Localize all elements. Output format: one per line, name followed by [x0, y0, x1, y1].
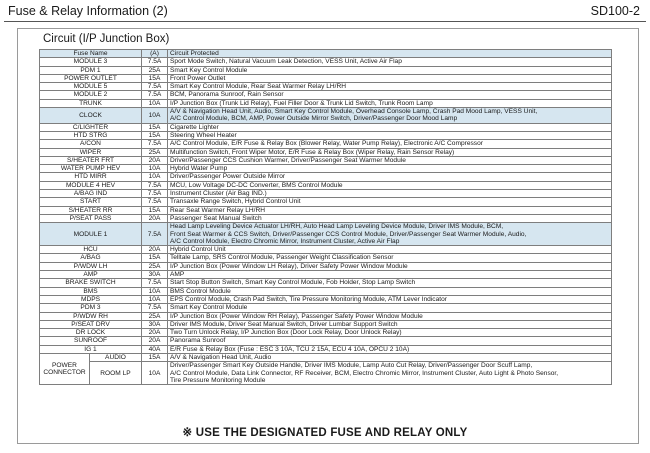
circuit-protected-cell: [168, 223, 612, 246]
amperage-cell: 20A: [142, 156, 168, 164]
circuit-protected-cell: [168, 156, 612, 164]
circuit-line: Panorama Sunroof: [170, 337, 226, 345]
circuit-protected-cell: [168, 99, 612, 107]
fuse-name-cell: P/SEAT PASS: [40, 214, 142, 222]
amperage-cell: 7.5A: [142, 223, 168, 246]
circuit-line: Head Lamp Leveling Device Actuator LH/RH, Auto Head Lamp Leveling Device Module, Driver IMS Module, BCM,: [170, 223, 504, 231]
circuit-line: Instrument Cluster (Air Bag IND.): [170, 190, 267, 198]
amperage-cell: 20A: [142, 337, 168, 345]
circuit-protected-cell: [168, 262, 612, 270]
circuit-line: Two Turn Unlock Relay, I/P Junction Box (Door Lock Relay, Door Unlock Relay): [170, 329, 402, 337]
amperage-cell: 25A: [142, 262, 168, 270]
table-header-row: [40, 50, 612, 58]
amperage-cell: 20A: [142, 329, 168, 337]
circuit-protected-cell: [168, 206, 612, 214]
circuit-line: AMP: [170, 271, 185, 279]
sub-fuse-name-cell: AUDIO: [90, 353, 142, 361]
circuit-protected-cell: [168, 362, 612, 385]
circuit-line: Smart Key Control Module: [170, 304, 248, 312]
table-row: [40, 190, 612, 198]
fuse-name-cell: TRUNK: [40, 99, 142, 107]
table-row: [40, 320, 612, 328]
fuse-name-cell: HTD MIRR: [40, 173, 142, 181]
amperage-cell: 10A: [142, 99, 168, 107]
table-row: [40, 123, 612, 131]
fuse-name-cell: AMP: [40, 271, 142, 279]
table-body: [40, 58, 612, 385]
fuse-name-cell: BRAKE SWITCH: [40, 279, 142, 287]
circuit-protected-cell: [168, 165, 612, 173]
circuit-line: Driver IMS Module, Driver Seat Manual Switch, Driver Lumbar Support Switch: [170, 320, 398, 328]
fuse-name-cell: MODULE 5: [40, 83, 142, 91]
section-title: Circuit (I/P Junction Box): [43, 33, 170, 45]
circuit-protected-cell: [168, 83, 612, 91]
circuit-protected-cell: [168, 353, 612, 361]
circuit-line: Tire Pressure Monitoring Module: [170, 376, 266, 384]
table-row: [40, 74, 612, 82]
circuit-line: A/C Control Module, Data Link Connector, RF Receiver, BCM, Electro Chromic Mirror, Instrument Cluster, Auto Light & Photo Sensor,: [170, 369, 559, 377]
amperage-cell: 10A: [142, 287, 168, 295]
table-row: [40, 362, 612, 385]
circuit-line: Rear Seat Warmer Relay LH/RH: [170, 206, 266, 214]
fuse-name-cell: DR LOCK: [40, 329, 142, 337]
table-row: [40, 295, 612, 303]
fuse-name-cell: SUNROOF: [40, 337, 142, 345]
page-code: SD100-2: [590, 4, 640, 18]
fuse-name-cell: WATER PUMP HEV: [40, 165, 142, 173]
amperage-cell: 30A: [142, 271, 168, 279]
amperage-cell: 25A: [142, 66, 168, 74]
table-row: [40, 304, 612, 312]
circuit-protected-cell: [168, 190, 612, 198]
circuit-protected-cell: [168, 58, 612, 66]
table-row: [40, 271, 612, 279]
table-row: [40, 165, 612, 173]
table-row: [40, 312, 612, 320]
circuit-line: A/C Control Module, BCM, AMP, Power Outside Mirror Switch, Driver/Passenger Door Mood Lamp: [170, 115, 458, 123]
circuit-protected-cell: [168, 181, 612, 189]
table-row: [40, 140, 612, 148]
table-row: [40, 279, 612, 287]
table-row: [40, 353, 612, 361]
circuit-protected-cell: [168, 271, 612, 279]
fuse-name-cell: A/BAG: [40, 254, 142, 262]
fuse-name-cell: P/WDW LH: [40, 262, 142, 270]
fuse-name-cell: S/HEATER RR: [40, 206, 142, 214]
circuit-line: Smart Key Control Module: [170, 66, 248, 74]
circuit-line: MCU, Low Voltage DC-DC Converter, BMS Control Module: [170, 181, 343, 189]
circuit-protected-cell: [168, 91, 612, 99]
fuse-name-cell: HTD STRG: [40, 131, 142, 139]
fuse-name-cell: PDM 3: [40, 304, 142, 312]
amperage-cell: 30A: [142, 320, 168, 328]
circuit-protected-cell: [168, 254, 612, 262]
amperage-cell: 25A: [142, 312, 168, 320]
fuse-name-cell: C/LIGHTER: [40, 123, 142, 131]
circuit-protected-cell: [168, 74, 612, 82]
table-row: [40, 262, 612, 270]
circuit-protected-cell: [168, 108, 612, 124]
amperage-cell: 10A: [142, 108, 168, 124]
fuse-name-cell: MDPS: [40, 295, 142, 303]
table-row: [40, 254, 612, 262]
circuit-line: Smart Key Control Module, Rear Seat Warmer Relay LH/RH: [170, 83, 347, 91]
circuit-line: Multifunction Switch, Front Wiper Motor, E/R Fuse & Relay Box (Wiper Relay, Rain Sensor Relay): [170, 148, 455, 156]
circuit-protected-cell: [168, 329, 612, 337]
amperage-cell: 15A: [142, 74, 168, 82]
table-row: [40, 173, 612, 181]
circuit-line: I/P Junction Box (Power Window LH Relay), Driver Safety Power Window Module: [170, 262, 408, 270]
fuse-name-cell: S/HEATER FRT: [40, 156, 142, 164]
circuit-protected-cell: [168, 173, 612, 181]
table-row: [40, 287, 612, 295]
circuit-line: A/C Control Module, E/R Fuse & Relay Box (Blower Relay, Water Pump Relay), Electronic A/C Compressor: [170, 140, 483, 148]
amperage-cell: 20A: [142, 246, 168, 254]
table-row: [40, 58, 612, 66]
circuit-protected-cell: [168, 295, 612, 303]
circuit-protected-cell: [168, 246, 612, 254]
circuit-line: Passenger Seat Manual Switch: [170, 214, 262, 222]
circuit-line: Steering Wheel Heater: [170, 131, 237, 139]
circuit-line: I/P Junction Box (Trunk Lid Relay), Fuel Filler Door & Trunk Lid Switch, Trunk Room Lamp: [170, 99, 433, 107]
circuit-protected-cell: [168, 312, 612, 320]
circuit-protected-cell: [168, 320, 612, 328]
circuit-protected-cell: [168, 337, 612, 345]
fuse-name-cell: MODULE 2: [40, 91, 142, 99]
table-row: [40, 198, 612, 206]
circuit-protected-cell: [168, 198, 612, 206]
fuse-name-cell: A/CON: [40, 140, 142, 148]
circuit-protected-cell: [168, 304, 612, 312]
amperage-cell: 15A: [142, 206, 168, 214]
circuit-line: Driver/Passenger CCS Cushion Warmer, Driver/Passenger Seat Warmer Module: [170, 156, 406, 164]
fuse-name-cell: IG 1: [40, 345, 142, 353]
fuse-name-cell: P/WDW RH: [40, 312, 142, 320]
column-header-amperage: (A): [142, 50, 168, 58]
circuit-line: I/P Junction Box (Power Window RH Relay), Passenger Safety Power Window Module: [170, 312, 423, 320]
amperage-cell: 10A: [142, 173, 168, 181]
circuit-line: A/V & Navigation Head Unit, Audio: [170, 353, 272, 361]
circuit-protected-cell: [168, 148, 612, 156]
amperage-cell: 10A: [142, 165, 168, 173]
circuit-line: Sport Mode Switch, Natural Vacuum Leak Detection, VESS Unit, Active Air Flap: [170, 58, 402, 66]
notice-banner: ※ USE THE DESIGNATED FUSE AND RELAY ONLY: [182, 427, 468, 439]
fuse-name-cell: MODULE 1: [40, 223, 142, 246]
amperage-cell: 7.5A: [142, 140, 168, 148]
circuit-line: Driver/Passenger Smart Key Outside Handle, Driver IMS Module, Lamp Auto Cut Relay, Driver/Passenger Door Scuff Lamp,: [170, 362, 533, 370]
table-row: [40, 214, 612, 222]
fuse-name-cell: POWER OUTLET: [40, 74, 142, 82]
sub-fuse-name-cell: ROOM LP: [90, 362, 142, 385]
table-row: [40, 156, 612, 164]
fuse-name-cell: A/BAG IND: [40, 190, 142, 198]
fuse-table: [39, 49, 612, 385]
table-row: [40, 206, 612, 214]
amperage-cell: 7.5A: [142, 181, 168, 189]
circuit-line: E/R Fuse & Relay Box (Fuse : ESC 3 10A, TCU 2 15A, ECU 4 10A, OPCU 2 10A): [170, 345, 410, 353]
fuse-name-cell: WIPER: [40, 148, 142, 156]
header-divider: [4, 21, 646, 22]
table-row: [40, 66, 612, 74]
circuit-line: A/V & Navigation Head Unit, Audio, Smart Key Control Module, Overhead Console Lamp, Crash Pad Mood Lamp, VESS Unit,: [170, 108, 538, 116]
table-row: [40, 329, 612, 337]
fuse-name-cell: START: [40, 198, 142, 206]
circuit-line: Front Power Outlet: [170, 74, 226, 82]
amperage-cell: 20A: [142, 214, 168, 222]
circuit-line: Telltale Lamp, SRS Control Module, Passenger Weight Classification Sensor: [170, 254, 394, 262]
circuit-line: Transaxle Range Switch, Hybrid Control Unit: [170, 198, 301, 206]
circuit-line: Hybrid Water Pump: [170, 165, 228, 173]
table-row: [40, 131, 612, 139]
fuse-name-cell: P/SEAT DRV: [40, 320, 142, 328]
table-row: [40, 345, 612, 353]
amperage-cell: 7.5A: [142, 58, 168, 66]
circuit-line: Hybrid Control Unit: [170, 246, 226, 254]
amperage-cell: 40A: [142, 345, 168, 353]
circuit-protected-cell: [168, 123, 612, 131]
circuit-line: EPS Control Module, Crash Pad Switch, Tire Pressure Monitoring Module, ATM Lever Indicator: [170, 295, 447, 303]
fuse-name-cell: HCU: [40, 246, 142, 254]
circuit-protected-cell: [168, 279, 612, 287]
amperage-cell: 15A: [142, 353, 168, 361]
amperage-cell: 7.5A: [142, 83, 168, 91]
circuit-protected-cell: [168, 140, 612, 148]
circuit-line: Driver/Passenger Power Outside Mirror: [170, 173, 286, 181]
circuit-protected-cell: [168, 345, 612, 353]
circuit-line: BCM, Panorama Sunroof, Rain Sensor: [170, 91, 284, 99]
amperage-cell: 15A: [142, 123, 168, 131]
table-row: [40, 223, 612, 246]
circuit-protected-cell: [168, 131, 612, 139]
fuse-name-cell: MODULE 3: [40, 58, 142, 66]
table-row: [40, 108, 612, 124]
circuit-line: Cigarette Lighter: [170, 123, 219, 131]
amperage-cell: 7.5A: [142, 304, 168, 312]
table-row: [40, 83, 612, 91]
fuse-name-cell: BMS: [40, 287, 142, 295]
amperage-cell: 10A: [142, 362, 168, 385]
table-row: [40, 181, 612, 189]
amperage-cell: 7.5A: [142, 190, 168, 198]
amperage-cell: 7.5A: [142, 91, 168, 99]
column-header-circuit: Circuit Protected: [168, 50, 612, 58]
column-header-fuse-name: Fuse Name: [40, 50, 142, 58]
amperage-cell: 25A: [142, 148, 168, 156]
circuit-protected-cell: [168, 66, 612, 74]
circuit-line: A/C Control Module, Electro Chromic Mirror, Instrument Cluster, Active Air Flap: [170, 237, 400, 245]
amperage-cell: 7.5A: [142, 279, 168, 287]
amperage-cell: 15A: [142, 254, 168, 262]
circuit-line: Start Stop Button Switch, Smart Key Control Module, Fob Holder, Stop Lamp Switch: [170, 279, 416, 287]
circuit-protected-cell: [168, 214, 612, 222]
table-row: [40, 246, 612, 254]
fuse-name-cell: PDM 1: [40, 66, 142, 74]
amperage-cell: 15A: [142, 131, 168, 139]
table-row: [40, 99, 612, 107]
table-row: [40, 337, 612, 345]
circuit-protected-cell: [168, 287, 612, 295]
page-title: Fuse & Relay Information (2): [8, 4, 168, 18]
fuse-name-cell: MODULE 4 HEV: [40, 181, 142, 189]
circuit-line: BMS Control Module: [170, 287, 231, 295]
table-row: [40, 148, 612, 156]
amperage-cell: 7.5A: [142, 198, 168, 206]
circuit-line: Front Seat Warmer & CCS Switch, Driver/Passenger CCS Control Module, Driver/Passenger Seat Warmer Module, Audio,: [170, 230, 527, 238]
fuse-name-cell: CLOCK: [40, 108, 142, 124]
amperage-cell: 10A: [142, 295, 168, 303]
power-connector-cell: POWER CONNECTOR: [40, 353, 90, 384]
table-row: [40, 91, 612, 99]
